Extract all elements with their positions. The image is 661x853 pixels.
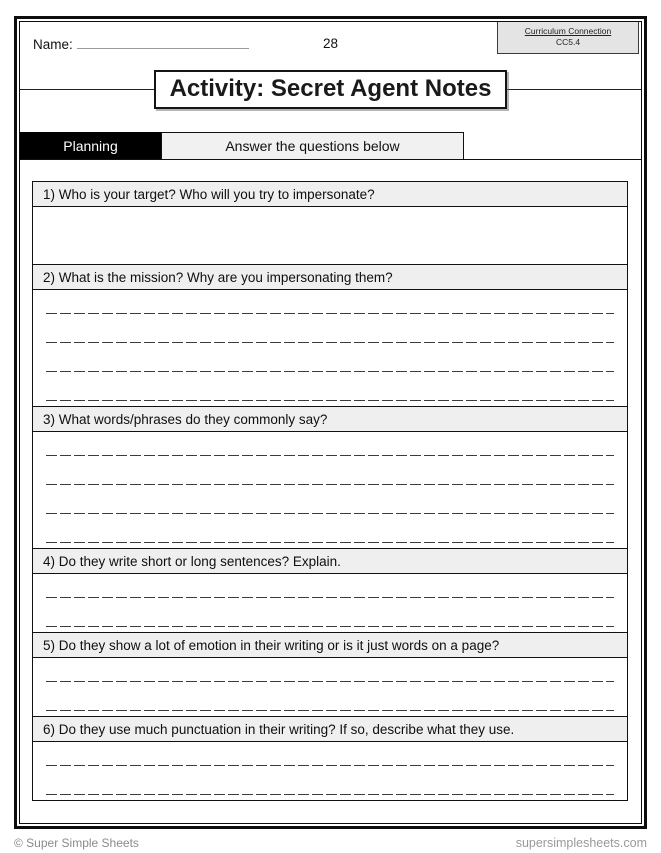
answer-line xyxy=(46,290,614,314)
answer-line xyxy=(46,514,614,543)
question-4-header: 4) Do they write short or long sentences? Explain. xyxy=(33,548,627,574)
page-number: 28 xyxy=(322,36,339,51)
page-title: Activity: Secret Agent Notes xyxy=(154,70,508,109)
curriculum-connection-box xyxy=(497,22,639,54)
answer-line xyxy=(46,658,614,682)
curriculum-code: CC5.4 xyxy=(555,37,581,47)
question-3-header: 3) What words/phrases do they commonly say? xyxy=(33,406,627,432)
question-6-answer-area xyxy=(33,742,627,800)
answer-line xyxy=(46,574,614,598)
name-label: Name: xyxy=(33,37,73,52)
answer-line xyxy=(46,598,614,627)
answer-line xyxy=(46,343,614,372)
page-frame-inner xyxy=(19,21,642,824)
answer-line xyxy=(46,432,614,456)
answer-line xyxy=(46,742,614,766)
title-wrap xyxy=(20,70,641,109)
curriculum-connection-label: Curriculum Connection xyxy=(524,26,612,36)
answer-line xyxy=(46,485,614,514)
question-2-answer-area xyxy=(33,290,627,406)
page-footer xyxy=(14,835,647,851)
tab-planning: Planning xyxy=(20,132,161,159)
answer-line xyxy=(46,372,614,401)
tab-instruction: Answer the questions below xyxy=(161,132,464,159)
question-3-answer-area xyxy=(33,432,627,548)
question-2-header: 2) What is the mission? Why are you impersonating them? xyxy=(33,264,627,290)
copyright-text: © Super Simple Sheets xyxy=(14,836,139,850)
answer-line xyxy=(46,682,614,711)
question-1-answer-area xyxy=(33,207,627,264)
page-frame xyxy=(14,16,647,829)
question-1-header: 1) Who is your target? Who will you try to impersonate? xyxy=(33,182,627,207)
question-table xyxy=(32,181,628,801)
answer-line xyxy=(46,456,614,485)
answer-line xyxy=(46,766,614,795)
question-6-header: 6) Do they use much punctuation in their writing? If so, describe what they use. xyxy=(33,716,627,742)
website-url: supersimplesheets.com xyxy=(515,836,647,850)
question-4-answer-area xyxy=(33,574,627,632)
question-5-answer-area xyxy=(33,658,627,716)
question-5-header: 5) Do they show a lot of emotion in their writing or is it just words on a page? xyxy=(33,632,627,658)
answer-line xyxy=(46,314,614,343)
tabs-row xyxy=(20,132,641,160)
